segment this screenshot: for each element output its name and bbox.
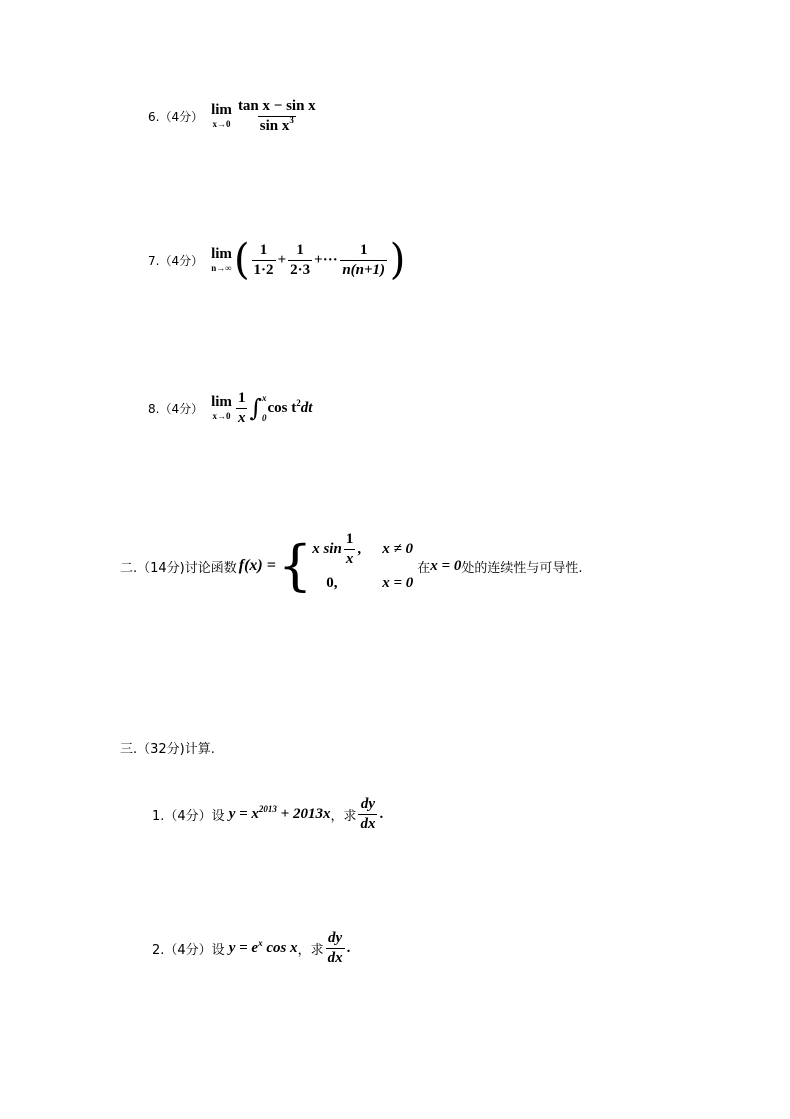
lim-subscript: n→∞ (211, 263, 232, 273)
derivative-fraction (358, 796, 377, 832)
denominator: 2·3 (290, 261, 311, 278)
denominator: dx (327, 949, 343, 966)
fraction-1 (252, 242, 276, 278)
integrand-exponent: 2 (296, 397, 301, 408)
eq-rest: cos x (266, 939, 298, 956)
case-1-expr: x sin (312, 540, 342, 557)
eq-lhs: y = e (228, 939, 259, 956)
problem-8-label: 8.（4分） (148, 401, 204, 416)
numerator: dy (327, 930, 343, 946)
tail-text-1: 在 (417, 560, 431, 576)
denominator (258, 116, 296, 135)
tail-text-2: 处的连续性与可导性. (461, 560, 583, 576)
denominator: 1·2 (253, 261, 274, 278)
denominator: x (345, 550, 354, 567)
question-1-equation (228, 803, 331, 823)
numerator: 1 (359, 242, 368, 258)
ask-text: ，求 (297, 942, 324, 958)
section-2 (120, 532, 583, 600)
plus-sign: + (277, 251, 287, 268)
lim-text: lim (211, 394, 232, 410)
fraction (236, 98, 318, 134)
integral-limits (262, 393, 267, 423)
case-row-2 (312, 566, 413, 600)
den-exponent: 3 (289, 114, 294, 125)
section-3-question-2 (152, 930, 350, 966)
case-1-condition: x ≠ 0 (382, 540, 413, 557)
integrand-text: cos t (267, 399, 297, 416)
differential: dt (300, 399, 313, 416)
question-1-label: 1.（4分）设 (152, 808, 225, 824)
fraction (236, 390, 248, 426)
case-1-comma: , (357, 540, 362, 557)
denominator: x (237, 409, 246, 426)
problem-8 (148, 390, 312, 426)
integral-lower: 0 (261, 413, 267, 423)
limit-operator (211, 395, 232, 421)
period: . (379, 805, 384, 822)
eq-rest: + 2013x (276, 805, 331, 822)
numerator: 1 (296, 242, 304, 258)
case-2-value: 0, (326, 574, 338, 591)
ask-text: ，求 (330, 808, 357, 824)
problem-6-label: 6.（4分） (148, 109, 204, 124)
fraction-3 (340, 242, 388, 278)
right-paren: ) (389, 235, 406, 285)
numerator: dy (360, 796, 376, 812)
problem-7-label: 7.（4分） (148, 253, 204, 268)
eq-exponent: 2013 (258, 803, 277, 814)
left-brace: { (277, 534, 313, 597)
problem-7 (148, 235, 406, 285)
tail-math: x = 0 (430, 557, 462, 574)
section-2-heading: 二.（14分)讨论函数 (120, 560, 237, 576)
denominator: n(n+1) (342, 261, 386, 278)
case-row-1 (312, 532, 413, 566)
section-3-question-1 (152, 796, 383, 832)
numerator: 1 (237, 390, 246, 406)
integral-sign: ∫ (249, 394, 262, 422)
numerator: 1 (345, 531, 354, 547)
lim-text: lim (211, 102, 232, 118)
denominator: dx (360, 815, 376, 832)
function-name: f(x) = (238, 557, 276, 574)
derivative-fraction (326, 930, 345, 966)
numerator: 1 (259, 242, 268, 258)
case-1-value (312, 531, 382, 567)
ellipsis: +··· (314, 251, 338, 268)
integrand (267, 397, 313, 417)
numerator: tan x − sin x (237, 98, 316, 114)
section-3-heading: 三.（32分)计算. (120, 742, 215, 757)
lim-text: lim (211, 246, 232, 262)
question-2-equation (228, 937, 298, 957)
den-base: sin x (259, 117, 290, 134)
case-1-fraction (344, 531, 356, 567)
question-2-label: 2.（4分）设 (152, 942, 225, 958)
lim-subscript: x→0 (212, 119, 231, 129)
limit-operator (211, 247, 232, 273)
period: . (346, 939, 351, 956)
integral-upper: x (261, 393, 267, 403)
left-paren: ( (233, 235, 250, 285)
piecewise-cases (312, 532, 413, 600)
lim-subscript: x→0 (212, 411, 231, 421)
problem-6 (148, 98, 320, 134)
eq-exponent: x (258, 937, 263, 948)
limit-operator (211, 103, 232, 129)
case-2-condition: x = 0 (382, 574, 414, 591)
eq-lhs: y = x (228, 805, 259, 822)
fraction-2 (288, 242, 312, 278)
section-3 (120, 738, 215, 757)
